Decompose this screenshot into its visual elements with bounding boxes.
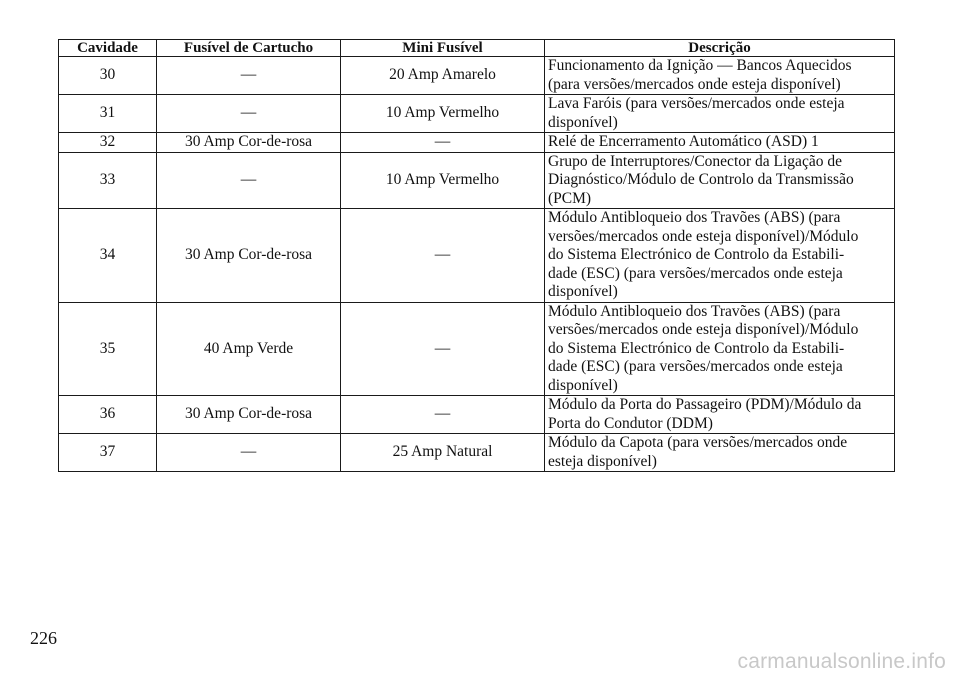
- cell-description: [545, 302, 895, 396]
- cell-cavity: 30: [59, 57, 157, 95]
- description-line: disponível): [548, 376, 618, 394]
- cell-cartridge-fuse: —: [157, 152, 341, 209]
- description-line: dade (ESC) (para versões/mercados onde esteja: [548, 358, 843, 375]
- description-line: Relé de Encerramento Automático (ASD) 1: [548, 133, 819, 150]
- description-line: Grupo de Interruptores/Conector da Ligação de: [548, 152, 842, 170]
- description-line: Módulo da Porta do Passageiro (PDM)/Módulo da: [548, 396, 862, 413]
- description-line: disponível): [548, 113, 618, 131]
- page-number: 226: [30, 628, 57, 648]
- description-line: (para versões/mercados onde esteja disponível): [548, 75, 841, 93]
- table-row: [59, 396, 895, 434]
- cell-mini-fuse: —: [341, 209, 545, 303]
- description-line: Porta do Condutor (DDM): [548, 414, 713, 432]
- cell-cartridge-fuse: —: [157, 434, 341, 472]
- cell-mini-fuse: 10 Amp Vermelho: [341, 95, 545, 133]
- table-row: [59, 434, 895, 472]
- table-body: [59, 57, 895, 472]
- description-line: disponível): [548, 283, 618, 300]
- table-row: [59, 95, 895, 133]
- cell-cavity: 33: [59, 152, 157, 209]
- header-cavity: Cavidade: [59, 40, 157, 57]
- table-row: [59, 57, 895, 95]
- table-row: [59, 209, 895, 303]
- description-line: versões/mercados onde esteja disponível)/Módulo: [548, 227, 859, 245]
- cell-cavity: 32: [59, 133, 157, 153]
- description-line: (PCM): [548, 189, 592, 207]
- header-mini-fuse: Mini Fusível: [341, 40, 545, 57]
- cell-description: [545, 434, 895, 472]
- description-line: do Sistema Electrónico de Controlo da Estabili-: [548, 246, 845, 263]
- cell-description: [545, 209, 895, 303]
- cell-cavity: 35: [59, 302, 157, 396]
- cell-cartridge-fuse: 30 Amp Cor-de-rosa: [157, 396, 341, 434]
- cell-cartridge-fuse: 30 Amp Cor-de-rosa: [157, 133, 341, 153]
- description-line: Módulo Antibloqueio dos Travões (ABS) (para: [548, 302, 841, 320]
- watermark: carmanualsonline.info: [737, 650, 946, 673]
- cell-description: [545, 396, 895, 434]
- cell-cartridge-fuse: 30 Amp Cor-de-rosa: [157, 209, 341, 303]
- cell-cavity: 37: [59, 434, 157, 472]
- header-cartridge-fuse: Fusível de Cartucho: [157, 40, 341, 57]
- cell-cavity: 31: [59, 95, 157, 133]
- cell-cartridge-fuse: —: [157, 95, 341, 133]
- table-row: [59, 152, 895, 209]
- table-header-row: [59, 40, 895, 57]
- cell-mini-fuse: 25 Amp Natural: [341, 434, 545, 472]
- description-line: Funcionamento da Ignição — Bancos Aquecidos: [548, 57, 852, 74]
- cell-cavity: 34: [59, 209, 157, 303]
- table-row: [59, 302, 895, 396]
- cell-mini-fuse: —: [341, 396, 545, 434]
- cell-cavity: 36: [59, 396, 157, 434]
- description-line: versões/mercados onde esteja disponível)/Módulo: [548, 321, 859, 338]
- cell-description: [545, 57, 895, 95]
- description-line: Módulo da Capota (para versões/mercados onde: [548, 434, 848, 451]
- description-line: Diagnóstico/Módulo de Controlo da Transmissão: [548, 171, 854, 188]
- cell-description: [545, 95, 895, 133]
- description-line: esteja disponível): [548, 452, 657, 470]
- cell-description: [545, 133, 895, 153]
- header-description: Descrição: [545, 40, 895, 57]
- description-line: Módulo Antibloqueio dos Travões (ABS) (para: [548, 209, 841, 226]
- cell-cartridge-fuse: —: [157, 57, 341, 95]
- fuse-table: [58, 39, 895, 472]
- description-line: dade (ESC) (para versões/mercados onde esteja: [548, 264, 843, 282]
- cell-mini-fuse: —: [341, 133, 545, 153]
- cell-mini-fuse: 20 Amp Amarelo: [341, 57, 545, 95]
- cell-cartridge-fuse: 40 Amp Verde: [157, 302, 341, 396]
- cell-mini-fuse: 10 Amp Vermelho: [341, 152, 545, 209]
- cell-description: [545, 152, 895, 209]
- description-line: Lava Faróis (para versões/mercados onde esteja: [548, 95, 845, 112]
- cell-mini-fuse: —: [341, 302, 545, 396]
- description-line: do Sistema Electrónico de Controlo da Estabili-: [548, 339, 845, 357]
- table-row: [59, 133, 895, 153]
